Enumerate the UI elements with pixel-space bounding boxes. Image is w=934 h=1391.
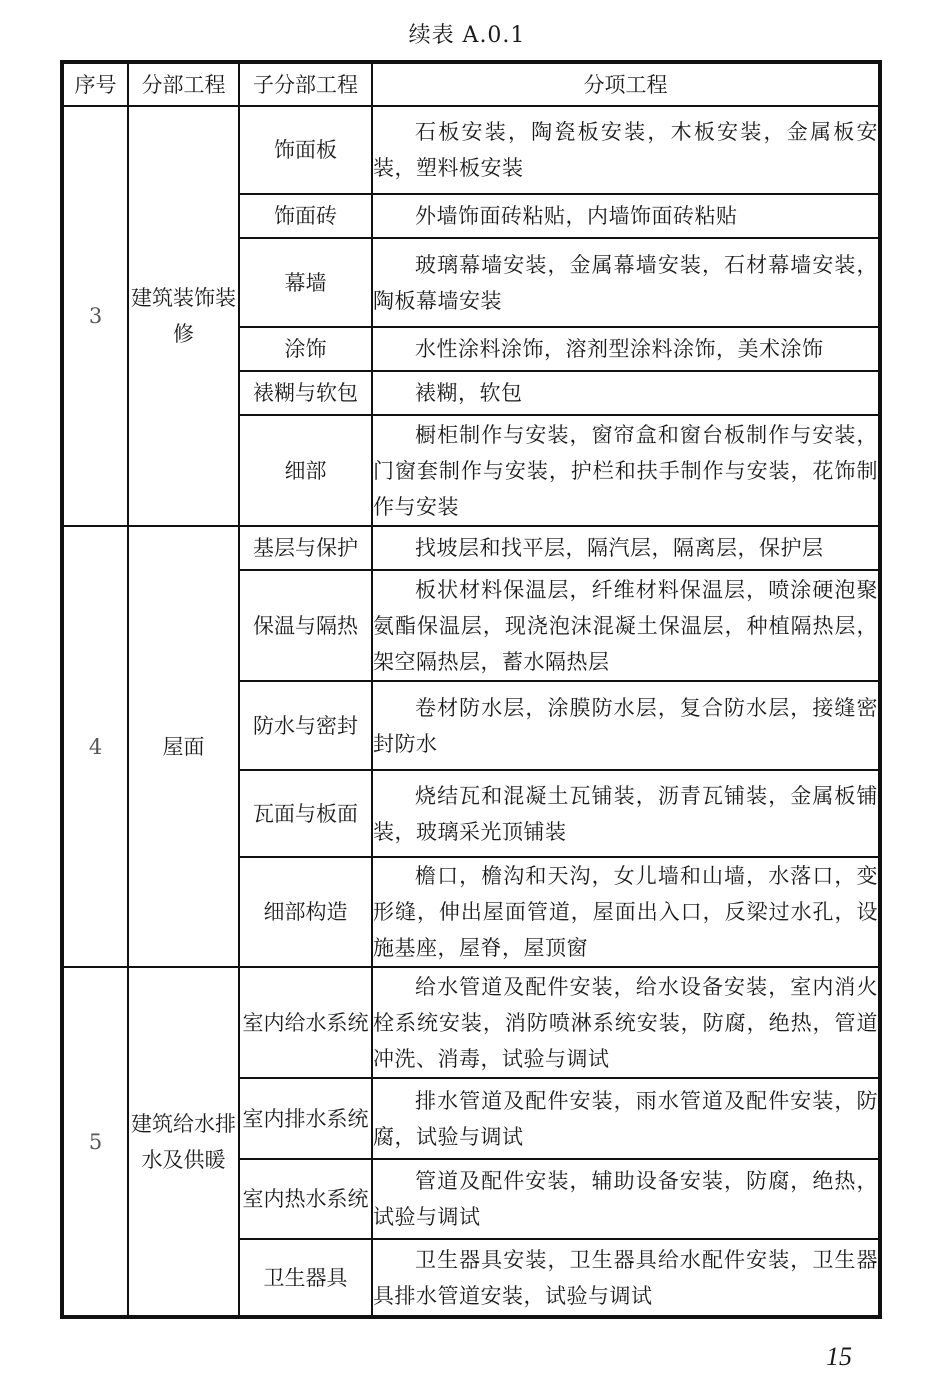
table-caption: 续表 A.0.1 (408, 23, 526, 48)
subdivision-cell: 裱糊与软包 (239, 371, 372, 415)
items-cell: 橱柜制作与安装，窗帘盒和窗台板制作与安装，门窗套制作与安装，护栏和扶手制作与安装，花饰制作与安装 (372, 415, 880, 526)
subdivision-cell: 保温与隔热 (239, 570, 372, 681)
subdivision-cell: 室内热水系统 (239, 1159, 372, 1239)
items-cell: 石板安装，陶瓷板安装，木板安装，金属板安装，塑料板安装 (372, 106, 880, 194)
subdivision-cell: 细部 (239, 415, 372, 526)
items-cell: 排水管道及配件安装，雨水管道及配件安装，防腐，试验与调试 (372, 1078, 880, 1159)
serial-no-cell: 4 (62, 526, 128, 967)
items-cell: 卷材防水层，涂膜防水层，复合防水层，接缝密封防水 (372, 681, 880, 770)
subdivision-cell: 防水与密封 (239, 681, 372, 770)
division-cell: 建筑给水排水及供暖 (128, 967, 239, 1317)
subdivision-cell: 饰面板 (239, 106, 372, 194)
items-cell: 给水管道及配件安装，给水设备安装，室内消火栓系统安装，消防喷淋系统安装，防腐，绝热，管道冲洗、消毒，试验与调试 (372, 967, 880, 1078)
items-cell: 卫生器具安装，卫生器具给水配件安装，卫生器具排水管道安装，试验与调试 (372, 1239, 880, 1317)
table-row (62, 526, 880, 570)
subdivision-cell: 卫生器具 (239, 1239, 372, 1317)
page-number: 15 (826, 1342, 852, 1371)
subdivision-cell: 室内排水系统 (239, 1078, 372, 1159)
items-cell: 找坡层和找平层，隔汽层，隔离层，保护层 (372, 526, 880, 570)
subdivision-cell: 基层与保护 (239, 526, 372, 570)
header-subdivision: 子分部工程 (239, 62, 372, 106)
items-cell: 檐口，檐沟和天沟，女儿墙和山墙，水落口，变形缝，伸出屋面管道，屋面出入口，反梁过水孔，设施基座，屋脊，屋顶窗 (372, 857, 880, 967)
subdivision-cell: 幕墙 (239, 238, 372, 327)
header-serial-no: 序号 (62, 62, 128, 106)
serial-no-cell: 3 (62, 106, 128, 526)
items-cell: 外墙饰面砖粘贴，内墙饰面砖粘贴 (372, 194, 880, 238)
division-cell: 屋面 (128, 526, 239, 967)
table-header-row (62, 62, 880, 106)
subdivision-cell: 瓦面与板面 (239, 770, 372, 857)
items-cell: 玻璃幕墙安装，金属幕墙安装，石材幕墙安装，陶板幕墙安装 (372, 238, 880, 327)
subdivision-cell: 涂饰 (239, 327, 372, 371)
header-division: 分部工程 (128, 62, 239, 106)
subdivision-cell: 室内给水系统 (239, 967, 372, 1078)
items-cell: 管道及配件安装，辅助设备安装，防腐，绝热，试验与调试 (372, 1159, 880, 1239)
subdivision-cell: 饰面砖 (239, 194, 372, 238)
items-cell: 烧结瓦和混凝土瓦铺装，沥青瓦铺装，金属板铺装，玻璃采光顶铺装 (372, 770, 880, 857)
serial-no-cell: 5 (62, 967, 128, 1317)
items-cell: 裱糊，软包 (372, 371, 880, 415)
header-items: 分项工程 (372, 62, 880, 106)
items-cell: 水性涂料涂饰，溶剂型涂料涂饰，美术涂饰 (372, 327, 880, 371)
items-cell: 板状材料保温层，纤维材料保温层，喷涂硬泡聚氨酯保温层，现浇泡沫混凝土保温层，种植隔热层，架空隔热层，蓄水隔热层 (372, 570, 880, 681)
subdivision-cell: 细部构造 (239, 857, 372, 967)
table-row (62, 106, 880, 194)
division-cell: 建筑装饰装修 (128, 106, 239, 526)
subdivision-table (60, 60, 882, 1319)
table-row (62, 967, 880, 1078)
